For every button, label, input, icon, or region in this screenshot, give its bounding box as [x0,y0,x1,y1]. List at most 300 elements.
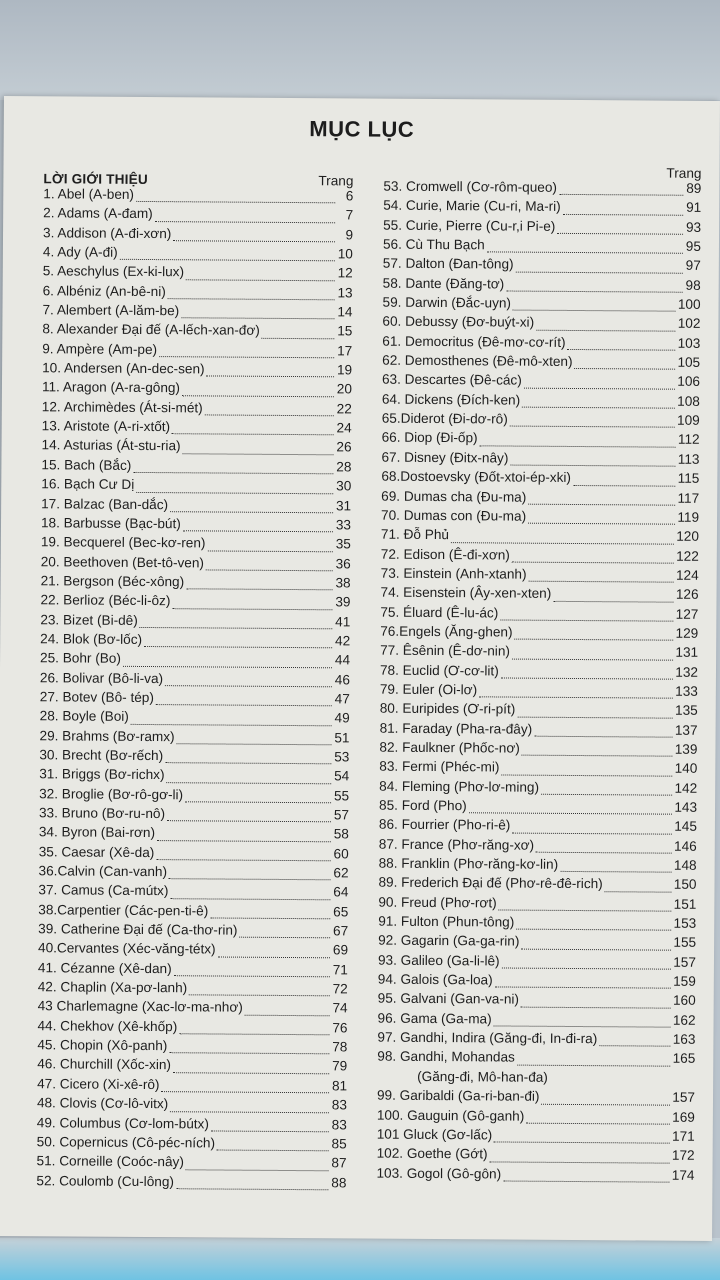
entry-page-number: 72 [332,981,348,997]
entry-page-number: 31 [335,497,352,513]
toc-entry [382,391,700,413]
entry-title: 66. Diop (Đi-ốp) [381,430,478,446]
entry-page-number: 127 [675,606,699,622]
entry-title: 42. Chaplin (Xa-pơ-lanh) [37,979,188,996]
toc-entry [383,275,701,297]
toc-entry [43,283,353,305]
entry-title: 68.Dostoevsky (Đốt-xtoi-ép-xki) [381,468,572,486]
entry-title: 35. Caesar (Xê-da) [38,843,155,860]
entry-title: 96. Gama (Ga-ma) [377,1010,492,1027]
dot-leader [516,271,683,273]
entry-title: 38.Carpentier (Các-pen-ti-ê) [38,901,209,919]
toc-entry [40,689,350,711]
entry-page-number: 7 [345,207,354,223]
entry-title: 94. Galois (Ga-loa) [377,971,493,988]
dot-leader [512,832,672,834]
toc-entry [41,554,351,576]
entry-page-number: 74 [332,1000,348,1016]
dot-leader [183,453,334,455]
entry-page-number: 113 [677,451,700,467]
entry-title: 95. Galvani (Gan-va-ni) [377,991,520,1008]
entry-page-number: 102 [677,316,701,332]
toc-entry [379,798,697,820]
toc-entry [379,836,697,858]
entry-page-number: 46 [334,671,350,688]
dot-leader [510,426,675,428]
entry-page-number: 140 [674,761,698,777]
toc-entry [42,399,352,421]
dot-leader [495,987,671,989]
dot-leader [567,349,675,351]
introduction-heading: LỜI GIỚI THIỆU [43,171,149,188]
dot-leader [133,472,333,474]
dot-leader [536,852,672,854]
toc-entry [41,534,351,556]
entry-title: 97. Gandhi, Indira (Găng-đi, In-đi-ra) [377,1029,598,1047]
toc-entry [377,1010,695,1032]
toc-entry [380,624,698,646]
toc-entry [38,921,348,943]
dot-leader [262,338,335,340]
toc-entry [41,476,351,498]
toc-entry [381,527,699,549]
entry-title: 50. Copernicus (Cô-péc-ních) [36,1134,216,1151]
toc-entry [40,709,350,731]
dot-leader [494,1142,670,1144]
entry-title: 39. Catherine Đại đế (Ca-thơ-rin) [38,921,238,938]
dot-leader [550,1085,677,1086]
entry-page-number: 120 [676,528,699,545]
dot-leader [557,233,683,235]
dot-leader [517,716,673,718]
dot-leader [526,1123,670,1125]
toc-right-column [376,155,701,1187]
entry-title: 36.Calvin (Can-vanh) [38,863,168,880]
dot-leader [573,484,676,486]
entry-page-number: 143 [674,799,698,815]
entry-title: 103. Gogol (Gô-gôn) [376,1165,502,1182]
entry-page-number: 165 [672,1051,696,1067]
entry-title: 55. Curie, Pierre (Cu-r,i Pi-e) [383,217,556,234]
dot-leader [168,298,335,300]
entry-title: 78. Euclid (Ơ-cơ-lit) [379,662,499,679]
entry-page-number: 65 [333,904,349,920]
entry-title: 13. Aristote (A-ri-xtốt) [41,418,171,435]
entry-title: 31. Briggs (Bơ-richx) [39,766,165,783]
dot-leader [499,910,672,912]
dot-leader [169,879,331,881]
entry-page-number: 36 [335,555,351,571]
dot-leader [159,356,334,358]
entry-page-number: 106 [677,374,701,390]
entry-title: 4. Ady (A-đi) [42,244,118,260]
entry-page-number: 115 [677,470,700,487]
dot-leader [181,318,334,320]
toc-entry [380,720,698,742]
entry-page-number: 83 [331,1097,348,1113]
entry-title: 28. Boyle (Boi) [39,708,129,725]
toc-entry [39,844,349,866]
entry-title: 5. Aeschylus (Ex-ki-lux) [42,263,185,280]
dot-leader [553,600,674,602]
dot-leader [605,891,672,892]
toc-entry [383,256,701,278]
entry-title: 90. Freud (Phơ-rơt) [378,894,497,911]
entry-page-number: 108 [677,393,700,409]
toc-entry [377,1068,695,1090]
dot-leader [210,918,330,920]
entry-title: 15. Bach (Bắc) [41,457,132,473]
entry-page-number: 55 [333,787,350,804]
toc-entry [381,469,699,491]
entry-title: 9. Ampère (Am-pe) [42,341,158,357]
entry-title: 11. Aragon (A-ra-gông) [41,379,181,396]
entry-title: 45. Chopin (Xô-panh) [37,1037,168,1054]
entry-title: 3. Addison (A-đi-xơn) [42,224,172,241]
toc-entry [38,979,348,1001]
dot-leader [186,279,335,281]
toc-entry [379,778,697,800]
dot-leader [156,704,332,706]
entry-page-number: 57 [333,807,350,823]
toc-entry [37,1076,347,1098]
dot-leader [120,259,335,262]
toc-entry [42,380,352,402]
dot-leader [170,898,330,900]
dot-leader [182,395,334,397]
dot-leader [177,743,332,745]
dot-leader [206,569,333,571]
toc-entry [39,805,349,827]
entry-title: 17. Balzac (Ban-dắc) [41,495,169,512]
entry-page-number: 122 [676,548,699,564]
toc-entry [380,643,698,665]
dot-leader [157,840,331,842]
dot-leader [536,329,676,331]
dot-leader [512,658,674,660]
entry-title: 56. Cù Thu Bạch [382,236,485,253]
dot-leader [136,491,333,493]
entry-title: 8. Alexander Đại đế (A-lếch-xan-đơ) [42,321,260,339]
entry-page-number: 155 [673,935,697,951]
dot-leader [217,1150,329,1152]
entry-title: 33. Bruno (Bơ-ru-nô) [38,805,166,822]
toc-entry [378,991,696,1013]
entry-title: 58. Dante (Đăng-tơ) [382,275,505,292]
entry-page-number: 105 [677,354,701,370]
entry-page-number: 15 [337,323,353,339]
entry-page-number: 41 [335,613,351,629]
dot-leader [136,201,335,203]
toc-entry [381,507,699,529]
dot-leader [500,619,673,621]
right-column-header [383,155,701,181]
toc-entry [377,1049,695,1071]
entry-page-number: 26 [336,439,352,455]
toc-entry [36,1153,346,1175]
toc-entry [378,952,696,974]
entry-page-number: 112 [677,432,700,448]
entry-page-number: 9 [345,227,354,243]
entry-page-number: 109 [677,412,700,428]
entry-page-number: 139 [674,741,698,757]
entry-page-number: 124 [675,567,699,583]
dot-leader [516,929,671,931]
toc-entry [382,295,700,317]
entry-title: 80. Euripides (Ơ-ri-pít) [379,700,516,717]
dot-leader [166,782,331,784]
entry-page-number: 146 [674,838,697,854]
dot-leader [599,1046,670,1047]
entry-title: 64. Dickens (Đích-ken) [381,391,521,408]
entry-page-number: 162 [672,1012,696,1028]
entry-title: 60. Debussy (Đơ-buýt-xi) [382,314,535,331]
toc-entry [377,1126,695,1148]
entry-title: 52. Coulomb (Cu-lông) [36,1172,174,1189]
dot-leader [161,1091,329,1093]
entry-page-number: 62 [333,865,349,881]
toc-entry [380,604,698,626]
dot-leader [189,995,330,997]
page-title: MỤC LỤC [309,116,415,142]
entry-page-number: 14 [337,304,353,320]
dot-leader [174,975,330,977]
toc-entry [379,759,697,781]
toc-entry [36,1173,346,1195]
dot-leader [144,646,332,648]
entry-title: 47. Cicero (Xi-xê-rô) [37,1076,160,1092]
entry-page-number: 137 [674,722,698,738]
entry-title: 74. Eisenstein (Ây-xen-xten) [380,584,552,602]
toc-entry [42,418,352,440]
entry-title: 73. Einstein (Anh-xtanh) [380,565,527,582]
page-header-label: Trang [318,173,354,189]
entry-title: 76.Engels (Ăng-ghen) [380,623,513,640]
entry-page-number: 33 [335,517,352,533]
entry-page-number: 47 [334,691,350,707]
entry-page-number: 169 [672,1109,695,1125]
entry-page-number: 60 [333,846,349,862]
entry-page-number: 13 [337,285,353,301]
entry-page-number: 171 [672,1128,695,1144]
book-page [0,96,720,1241]
dot-leader [528,523,675,525]
dot-leader [218,956,330,958]
dot-leader [211,1130,329,1132]
entry-page-number: 151 [673,896,697,912]
entry-title: 7. Alembert (A-lăm-be) [42,302,180,319]
entry-page-number: 38 [335,575,351,591]
entry-page-number: 95 [685,238,702,254]
dot-leader [512,561,674,563]
toc-entry [383,237,701,259]
entry-page-number: 42 [335,633,351,649]
entry-page-number: 71 [332,962,348,978]
entry-title: 27. Botev (Bô- tép) [39,689,154,705]
dot-leader [563,214,684,216]
entry-title: 23. Bizet (Bi-dê) [40,611,138,628]
toc-entry [41,438,351,460]
dot-leader [524,387,676,389]
dot-leader [560,871,672,873]
toc-entry [382,333,700,355]
toc-entry [37,1018,347,1040]
toc-entry [39,825,349,847]
entry-title: 44. Chekhov (Xê-khốp) [37,1018,178,1035]
left-entry-list [36,186,353,1194]
toc-entry [42,360,352,382]
dot-leader [176,1188,328,1190]
entry-title: 85. Ford (Pho) [379,797,467,814]
toc-entry [37,1095,347,1117]
entry-page-number: 35 [335,536,351,552]
dot-leader [156,859,330,861]
dot-leader [514,639,673,641]
entry-title: 57. Dalton (Đan-tông) [382,256,514,272]
entry-page-number: 129 [675,625,699,641]
toc-entry [377,1030,695,1052]
toc-entry [43,225,353,247]
entry-title: 12. Archimèdes (Át-si-mét) [41,399,203,416]
entry-page-number: 76 [332,1020,348,1036]
toc-entry [383,179,701,201]
toc-entry [38,902,348,924]
entry-page-number: 132 [675,664,699,680]
toc-entry [380,585,698,607]
entry-page-number: 157 [672,1089,696,1106]
entry-title: 41. Cézanne (Xê-dan) [37,960,172,976]
entry-page-number: 44 [334,652,351,668]
toc-entry [41,496,351,518]
toc-entry [42,322,352,344]
entry-title: 65.Diderot (Đi-dơ-rô) [381,410,508,427]
entry-title: 49. Columbus (Cơ-lom-bútx) [36,1114,209,1131]
entry-page-number: 172 [671,1147,695,1164]
entry-title: 69. Dumas cha (Đu-ma) [381,488,527,505]
toc-entry [381,546,699,568]
entry-title: 51. Corneille (Coóc-nây) [36,1153,184,1170]
toc-left-column [36,162,353,1194]
dot-leader [239,937,330,939]
entry-title: 99. Garibaldi (Ga-ri-ban-đi) [376,1087,540,1104]
entry-page-number: 126 [675,586,699,603]
entry-title: 14. Asturias (Át-stu-ria) [41,437,181,454]
entry-title: 77. Êsênin (Ê-dơ-nin) [380,642,511,659]
toc-entry [38,960,348,982]
toc-entry [40,631,350,653]
dot-leader [506,291,683,293]
dot-leader [502,968,672,970]
entry-page-number: 160 [672,993,696,1009]
toc-entry [37,1037,347,1059]
entry-title: 40.Cervantes (Xéc-văng-tétx) [37,940,216,957]
entry-title: 32. Broglie (Bơ-rô-gơ-li) [39,785,184,802]
dot-leader [479,697,673,699]
entry-title: 29. Brahms (Bơ-ramx) [39,727,175,744]
entry-page-number: 17 [337,343,353,359]
dot-leader [167,820,331,822]
dot-leader [574,368,675,370]
toc-entry [42,302,352,324]
entry-title: 70. Dumas con (Đu-ma) [381,507,527,524]
dot-leader [489,1161,669,1163]
dot-leader [451,542,674,545]
toc-entry [39,767,349,789]
toc-entry [40,651,350,673]
dot-leader [123,665,332,667]
entry-page-number: 98 [685,277,701,293]
entry-title: 92. Gagarin (Ga-ga-rin) [378,933,520,950]
entry-page-number: 79 [332,1058,348,1074]
dot-leader [172,434,334,436]
toc-entry [37,1134,347,1156]
entry-page-number: 131 [675,644,699,661]
entry-page-number: 51 [334,729,350,746]
toc-entry [39,863,349,885]
entry-title: 19. Becquerel (Bec-kơ-ren) [40,534,206,551]
entry-page-number: 150 [673,877,697,893]
entry-title: 61. Democritus (Đê-mơ-cơ-rít) [382,333,566,350]
entry-page-number: 117 [677,490,700,506]
entry-page-number: 54 [334,768,350,784]
entry-title: 100. Gauguin (Gô-ganh) [376,1107,525,1124]
toc-entry [40,612,350,634]
entry-page-number: 93 [685,219,702,235]
entry-title: 25. Bohr (Bo) [40,650,121,667]
toc-entry [379,817,697,839]
entry-title: 72. Edison (Ê-đi-xơn) [380,546,510,563]
dot-leader [173,1072,329,1074]
dot-leader [155,221,335,223]
entry-title: 86. Fourrier (Pho-ri-ê) [378,816,511,833]
entry-page-number: 78 [332,1039,348,1055]
toc-entry [377,1107,695,1129]
entry-title: 101 Gluck (Gơ-lấc) [376,1126,493,1143]
entry-title: 48. Clovis (Cơ-lô-vitx) [36,1095,169,1112]
entry-page-number: 58 [333,826,349,842]
entry-page-number: 22 [336,401,352,417]
entry-page-number: 89 [686,180,702,196]
toc-entry [383,198,701,220]
toc-entry [38,941,348,963]
entry-title: 81. Faraday (Pha-ra-đây) [379,720,533,737]
entry-title: (Găng-đi, Mô-han-đa) [417,1068,548,1085]
entry-page-number: 24 [336,420,352,436]
dot-leader [521,1006,671,1008]
dot-leader [510,465,675,467]
entry-title: 20. Beethoven (Bet-tô-ven) [40,553,205,570]
entry-title: 87. France (Phơ-răng-xơ) [378,836,535,853]
entry-page-number: 30 [336,478,352,494]
toc-entry [38,883,348,905]
toc-entry [382,411,700,433]
toc-entry [382,353,700,375]
entry-page-number: 88 [331,1174,347,1190]
entry-page-number: 85 [331,1136,347,1152]
toc-entry [40,670,350,692]
dot-leader [170,1111,329,1113]
toc-entry [378,894,696,916]
dot-leader [170,511,333,513]
right-entry-list [376,179,701,1187]
dot-leader [480,445,676,447]
toc-entry [381,566,699,588]
entry-page-number: 6 [345,188,354,204]
entry-title: 2. Adams (A-đam) [43,205,153,222]
toc-entry [38,999,348,1021]
dot-leader [534,736,673,738]
dot-leader [494,1026,671,1028]
